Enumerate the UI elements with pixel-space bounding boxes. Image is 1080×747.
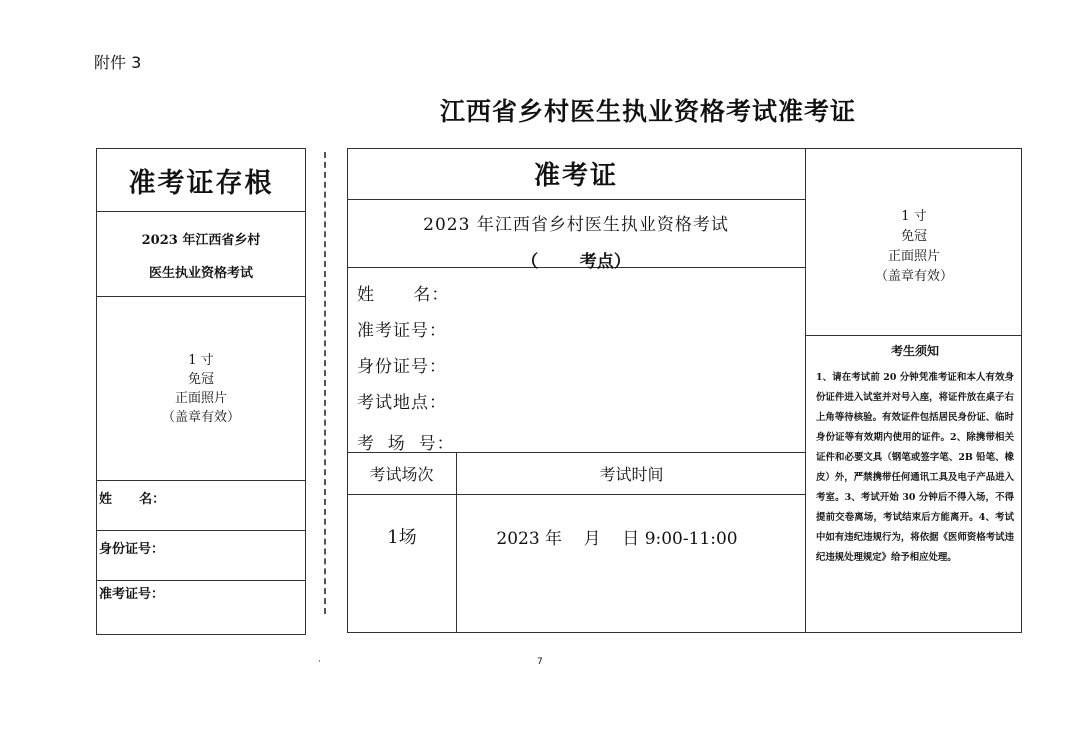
page-number: 7: [537, 657, 543, 667]
card-photo-type: 正面照片: [887, 249, 940, 264]
stub-photo-hat: 免冠: [187, 372, 214, 387]
card-photo-box: [806, 148, 1022, 336]
field-name-label: 姓 名：: [357, 285, 450, 305]
footer-dot: ·: [318, 657, 321, 667]
card-photo-hat: 免冠: [900, 229, 927, 244]
field-id-label: 身份证号：: [357, 357, 447, 377]
stub-ticket-label: 准考证号：: [99, 587, 165, 602]
schedule-time: 2023 年 月 日 9:00-11:00: [496, 529, 738, 549]
field-location-label: 考试地点：: [357, 393, 447, 413]
stub-id-row: [97, 531, 305, 581]
stub-photo-type: 正面照片: [174, 391, 227, 406]
stub-photo-box: [97, 296, 305, 481]
notes-body: 1、请在考试前 20 分钟凭准考证和本人有效身份证件进入试室并对号入座，将证件放在桌子右上角等待核验。有效证件包括居民身份证、临时身份证等有效期内使用的证件。2、除携带相关证件和必要文具（钢笔或签字笔、2B 铅笔、橡皮）外，严禁携带任何通讯工具及电子产品进入考室。3、考试开始 30 分钟后不得入场，不得提前交卷离场，考试结束后方能离开。4、考试中如有违纪违规行为，将依据《医师资格考试违纪违规处理规定》给予相应处理。: [816, 372, 1014, 563]
schedule-session: 1场: [387, 527, 417, 548]
document-title: 江西省乡村医生执业资格考试准考证: [440, 97, 857, 126]
field-ticket-label: 准考证号：: [357, 321, 447, 341]
card-exam-block: [347, 200, 806, 272]
annex-label: 附件 3: [94, 53, 142, 72]
stub-title: 准考证存根: [97, 149, 305, 212]
stub-id-label: 身份证号：: [99, 542, 165, 557]
schedule-header-session: 考试场次: [347, 452, 457, 495]
schedule-header-time: 考试时间: [457, 452, 806, 495]
card-photo-size: 1 寸: [901, 209, 927, 224]
candidate-notes: [806, 336, 1022, 633]
stub-exam-name: [97, 211, 305, 297]
card-photo-stamp: （盖章有效）: [874, 269, 953, 284]
stub-name-row: [97, 481, 305, 531]
stub-name-label: 姓 名：: [99, 492, 166, 507]
stub-exam-line1: 2023 年江西省乡村: [141, 233, 261, 248]
stub-photo-size: 1 寸: [188, 353, 214, 368]
card-venue-line: （ 考点）: [521, 252, 631, 272]
card-exam-name: 2023 年江西省乡村医生执业资格考试: [423, 215, 729, 235]
stub-photo-stamp: （盖章有效）: [161, 410, 240, 425]
stub-exam-line2: 医生执业资格考试: [148, 266, 253, 281]
notes-title: 考生须知: [890, 344, 939, 358]
cut-line: [324, 152, 326, 614]
card-title: 准考证: [347, 148, 806, 200]
stub-panel: [96, 148, 306, 635]
stub-ticket-row: [97, 581, 305, 634]
field-room-label: 考 场 号：: [357, 434, 455, 454]
schedule-col-divider: [456, 494, 457, 633]
